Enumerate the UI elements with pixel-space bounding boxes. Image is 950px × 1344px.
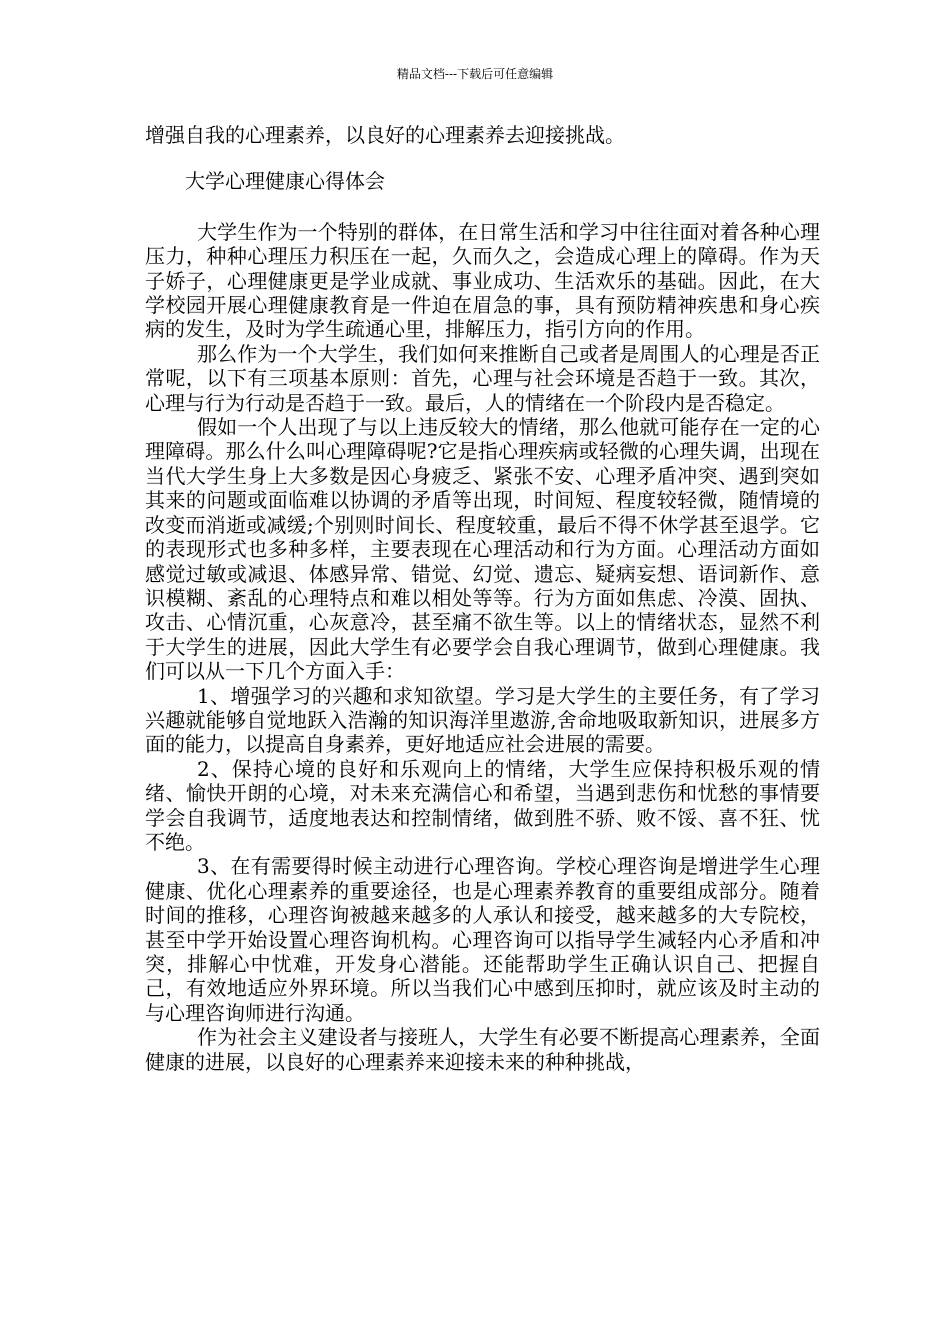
page-header: 精品文档---下载后可任意编辑 <box>396 67 554 81</box>
paragraph: 假如一个人出现了与以上违反较大的情绪，那么他就可能存在一定的心理障碍。那么什么叫心理障碍呢?它是指心理疾病或轻微的心理失调，出现在当代大学生身上大多数是因心身疲乏、紧张不安、心理矛盾冲突、遇到突如其来的问题或面临难以协调的矛盾等出现，时间短、程度较轻微，随情境的改变而消逝或减缓;个别则时间长、程度较重，最后不得不休学甚至退学。它的表现形式也多种多样，主要表现在心理活动和行为方面。心理活动方面如感觉过敏或减退、体感异常、错觉、幻觉、遗忘、疑病妄想、语词新作、意识模糊、紊乱的心理特点和难以相处等等。行为方面如焦虑、冷漠、固执、攻击、心情沉重，心灰意冷，甚至痛不欲生等。以上的情绪状态，显然不利于大学生的进展，因此大学生有必要学会自我心理调节，做到心理健康。我们可以从一下几个方面入手： <box>145 415 820 684</box>
document-title: 大学心理健康心得体会 <box>185 169 385 194</box>
intro-line: 增强自我的心理素养，以良好的心理素养去迎接挑战。 <box>145 123 625 147</box>
paragraph: 大学生作为一个特别的群体，在日常生活和学习中往往面对着各种心理压力，种种心理压力积压在一起，久而久之，会造成心理上的障碍。作为天子娇子，心理健康更是学业成就、事业成功、生活欢乐的基础。因此，在大学校园开展心理健康教育是一件迫在眉急的事，具有预防精神疾患和身心疾病的发生，及时为学生疏通心里，排解压力，指引方向的作用。 <box>145 219 820 342</box>
paragraph: 那么作为一个大学生，我们如何来推断自己或者是周围人的心理是否正常呢，以下有三项基本原则：首先，心理与社会环境是否趋于一致。其次，心理与行为行动是否趋于一致。最后，人的情绪在一个阶段内是否稳定。 <box>145 341 820 415</box>
paragraph: 2、保持心境的良好和乐观向上的情绪，大学生应保持积极乐观的情绪、愉快开朗的心境，对未来充满信心和希望，当遇到悲伤和忧愁的事情要学会自我调节，适度地表达和控制情绪，做到胜不骄、败不馁、喜不狂、忧不绝。 <box>145 756 820 854</box>
paragraph: 作为社会主义建设者与接班人，大学生有必要不断提高心理素养，全面健康的进展，以良好的心理素养来迎接未来的种种挑战， <box>145 1025 820 1074</box>
paragraph: 3、在有需要得时候主动进行心理咨询。学校心理咨询是增进学生心理健康、优化心理素养的重要途径，也是心理素养教育的重要组成部分。随着时间的推移，心理咨询被越来越多的人承认和接受，越来越多的大专院校，甚至中学开始设置心理咨询机构。心理咨询可以指导学生减轻内心矛盾和冲突，排解心中忧难，开发身心潜能。还能帮助学生正确认识自己、把握自己，有效地适应外界环境。所以当我们心中感到压抑时，就应该及时主动的与心理咨询师进行沟通。 <box>145 854 820 1025</box>
paragraph: 1、增强学习的兴趣和求知欲望。学习是大学生的主要任务，有了学习兴趣就能够自觉地跃入浩瀚的知识海洋里遨游,舍命地吸取新知识，进展多方面的能力，以提高自身素养，更好地适应社会进展的需要。 <box>145 683 820 757</box>
document-body <box>145 123 820 1074</box>
